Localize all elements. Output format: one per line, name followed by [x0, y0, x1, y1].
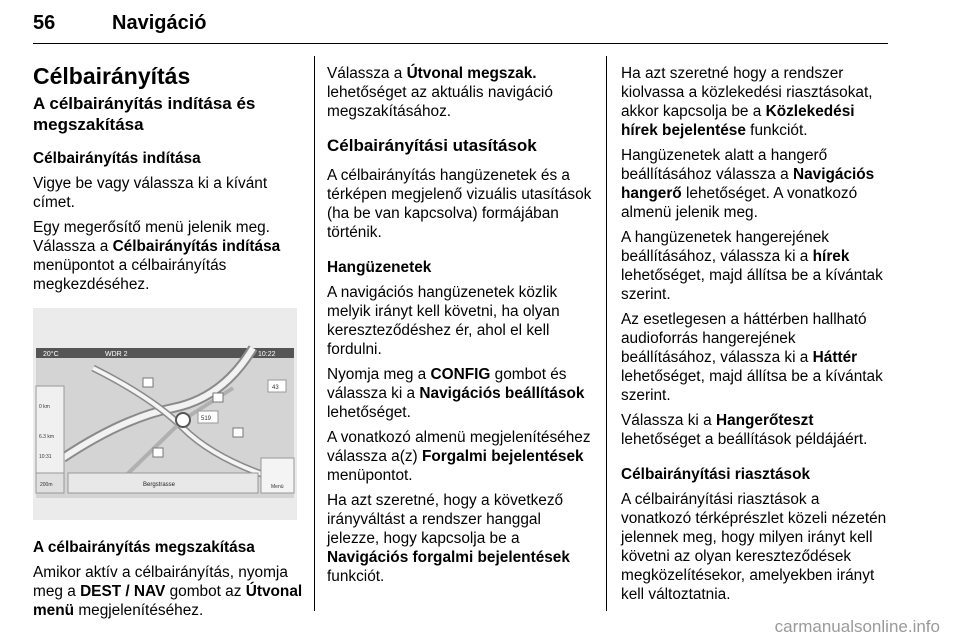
- paragraph: Válassza ki a Hangerőteszt lehetőséget a beállítások példájáért.: [621, 412, 868, 448]
- map-badge2: 519: [201, 416, 212, 422]
- paragraph: Hangüzenetek alatt a hangerő beállításához válassza a Navigációs hangerő lehetőséget. A vonatkozó almenü jelenik meg.: [621, 147, 875, 221]
- page-number: 56: [33, 12, 56, 34]
- column-2: [327, 64, 595, 592]
- column-3: [621, 64, 891, 610]
- paragraph: Ha azt szeretné hogy a rendszer kiolvassa a közlekedési riasztásokat, akkor kapcsolja be a Közlekedési hírek bejelentése funkciót.: [621, 65, 873, 139]
- map-station: WDR 2: [105, 351, 128, 358]
- section-heading: Célbairányítási utasítások: [327, 136, 537, 155]
- map-temp: 20°C: [43, 351, 59, 358]
- chapter-heading: Célbairányítás: [33, 63, 191, 89]
- map-dist2: 6.3 km: [39, 434, 55, 440]
- paragraph: A navigációs hangüzenetek közlik melyik irányt kell követni, ha olyan kereszteződéshez ér, ahol el kell fordulni.: [327, 284, 560, 358]
- section-heading: A célbairányítás indítása és megszakítása: [33, 94, 256, 134]
- navigation-map-screenshot: [33, 308, 297, 520]
- column-divider-2: [606, 56, 607, 611]
- map-eta: 10:31: [39, 454, 52, 460]
- map-street: Bergstrasse: [143, 482, 176, 488]
- paragraph: A vonatkozó almenü megjelenítéséhez válassza a(z) Forgalmi bejelentések menüpontot.: [327, 429, 591, 484]
- paragraph: A célbairányítás hangüzenetek és a térképen megjelenő vizuális utasítások (ha be van kapcsolva) formájában történik.: [327, 167, 592, 241]
- map-scale: 200m: [40, 482, 53, 488]
- map-menu: Menü: [271, 484, 284, 490]
- column-1: [33, 54, 303, 626]
- paragraph: Vigye be vagy válassza ki a kívánt címet.: [33, 175, 268, 211]
- paragraph: Nyomja meg a CONFIG gombot és válassza ki a Navigációs beállítások lehetőséget.: [327, 366, 585, 421]
- section-title: Navigáció: [112, 12, 207, 34]
- subheading-cancel: A célbairányítás megszakítása: [33, 539, 255, 556]
- paragraph: Egy megerősítő menü jelenik meg. Válassza a Célbairányítás indítása menüpontot a célbairányítás megkezdéséhez.: [33, 219, 281, 293]
- map-badge1: 43: [272, 385, 279, 391]
- header-rule: [33, 43, 888, 44]
- map-illustration: [33, 308, 297, 520]
- paragraph: Amikor aktív a célbairányítás, nyomja meg a DEST / NAV gombot az Útvonal menü megjelenítéséhez.: [33, 564, 303, 619]
- watermark: carmanualsonline.info: [774, 617, 940, 636]
- subheading-start: Célbairányítás indítása: [33, 150, 201, 167]
- paragraph: A célbairányítási riasztások a vonatkozó térképrészlet közeli nézetén jelennek meg, hogy milyen irányt kell követni az olyan kereszteződések megközelítésekor, amelyekben irányt kell változtatnia.: [621, 491, 887, 603]
- paragraph: Az esetlegesen a háttérben hallható audioforrás hangerejének beállításához, válassza ki a Háttér lehetőséget, majd állítsa be a kívántak szerint.: [621, 311, 883, 404]
- paragraph: Ha azt szeretné, hogy a következő irányváltást a rendszer hanggal jelezze, hogy kapcsolja be a Navigációs forgalmi bejelentések funkciót.: [327, 492, 570, 585]
- subheading-alerts: Célbairányítási riasztások: [621, 466, 811, 483]
- subheading-voice: Hangüzenetek: [327, 259, 432, 276]
- paragraph: Válassza a Útvonal megszak. lehetőséget az aktuális navigáció megszakításához.: [327, 65, 553, 120]
- map-dist1: 0 km: [39, 404, 50, 410]
- map-clock: 10:22: [258, 351, 276, 358]
- paragraph: A hangüzenetek hangerejének beállításához, válassza ki a hírek lehetőséget, majd állítsa be a kívántak szerint.: [621, 229, 883, 303]
- column-divider-1: [314, 56, 315, 611]
